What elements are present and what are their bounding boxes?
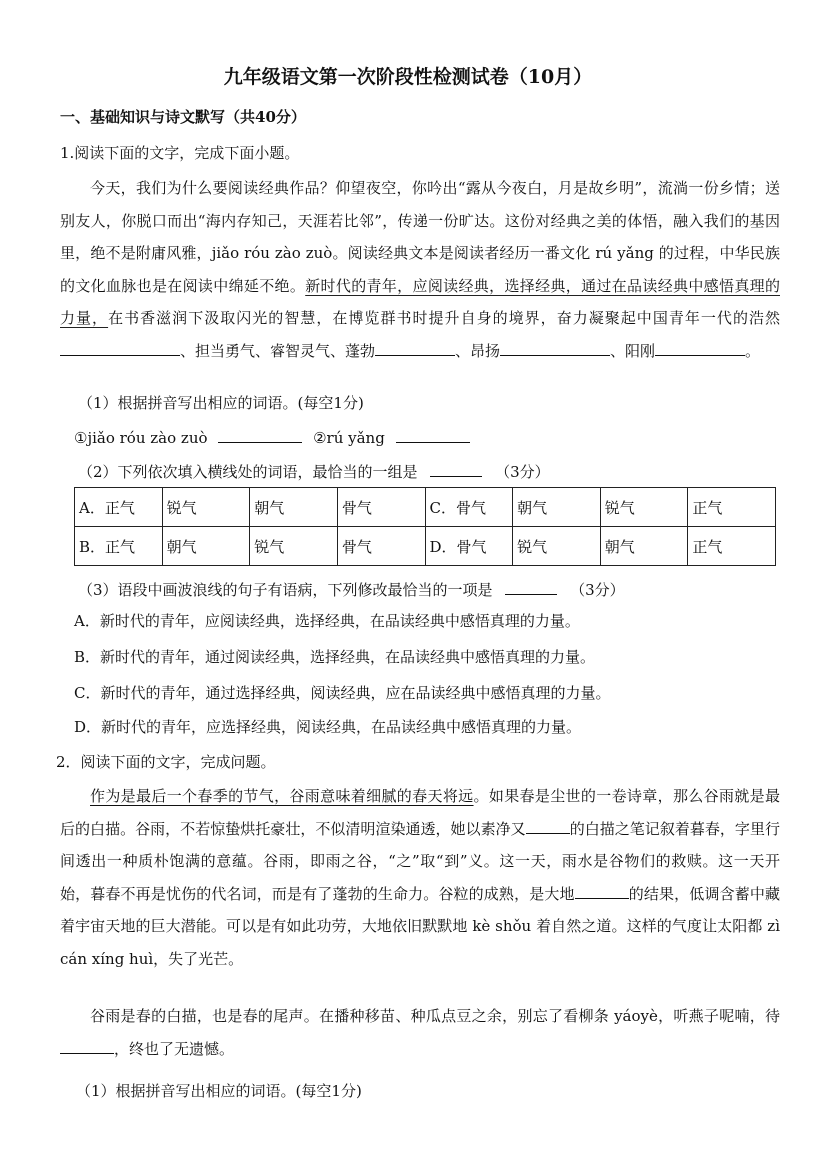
choice-d[interactable]: D．新时代的青年，应选择经典，阅读经典，在品读经典中感悟真理的力量。 — [74, 718, 582, 736]
fill-blank[interactable] — [60, 337, 180, 356]
fill-blank[interactable] — [500, 337, 610, 356]
question-1-stem: 1.阅读下面的文字，完成下面小题。 — [60, 144, 300, 162]
score-label: （3分） — [495, 463, 550, 481]
answer-blank[interactable] — [218, 424, 302, 443]
pinyin-item: ①jiǎo róu zào zuò — [74, 429, 208, 447]
option-cell: 正气 — [688, 527, 776, 566]
fill-blank[interactable] — [60, 1035, 114, 1054]
question-2-passage — [60, 780, 780, 975]
passage-text: 今天，我们为什么要阅读经典作品？仰望夜空，你吟出“露从今夜白，月是故乡明”，流淌一份乡情；送别友人，你脱口而出“海内存知己，天涯若比邻”，传递一份旷达。这份对经典之美的体悟，融入我们的基因里，绝不是附庸风雅，jiǎo róu zào zuò。阅读经典文本是阅读者经历一番文化 rú yǎng 的过程，中华民族的文化血脉也是在阅读中绵延不绝。 — [60, 179, 780, 295]
option-cell: 正气 — [688, 488, 776, 527]
option-cell: 朝气 — [513, 488, 601, 527]
option-cell: 朝气 — [600, 527, 688, 566]
option-cell: A．正气 — [75, 488, 163, 527]
sub-question-1: （1）根据拼音写出相应的词语。(每空1分) — [78, 394, 364, 412]
options-table — [74, 487, 776, 566]
option-cell: 骨气 — [337, 488, 425, 527]
question-2-passage-2 — [60, 1000, 780, 1065]
option-cell: 锐气 — [600, 488, 688, 527]
answer-blank[interactable] — [396, 424, 470, 443]
fill-blank[interactable] — [526, 815, 570, 834]
wavy-underlined-sentence: 新时代的青年，应阅读经典，选择经典，通过在品读经典中感悟真理的力量， — [60, 276, 780, 327]
table-row — [75, 488, 776, 527]
fill-blank[interactable] — [375, 337, 455, 356]
option-cell: 锐气 — [162, 488, 250, 527]
passage-text: 、担当勇气、睿智灵气、蓬勃 — [180, 341, 376, 360]
exam-title: 九年级语文第一次阶段性检测试卷（10月） — [223, 66, 593, 88]
sub-question-3 — [78, 576, 625, 600]
underlined-sentence: 作为是最后一个春季的节气，谷雨意味着细腻的春天将远 — [90, 787, 474, 805]
pinyin-row — [74, 424, 470, 447]
question-2-stem: 2．阅读下面的文字，完成问题。 — [56, 753, 276, 771]
fill-blank[interactable] — [575, 880, 629, 899]
sub-question-text: （3）语段中画波浪线的句子有语病，下列修改最恰当的一项是 — [78, 581, 493, 599]
score-label: （3分） — [570, 581, 625, 599]
passage-text: 。 — [745, 341, 761, 360]
passage-text: 的白描之笔记叙着暮春，字里行间透出一种质朴饱满的意蕴。谷雨，即雨之谷，“之”取“到”义。这一天，雨水是谷物们的救赎。这一天开始，暮春不再是忧伤的代名词，而是有了蓬勃的生命力。谷粒的成熟，是大地 — [60, 819, 780, 903]
fill-blank[interactable] — [655, 337, 745, 356]
question-2-sub-1: （1）根据拼音写出相应的词语。(每空1分) — [76, 1082, 362, 1100]
option-cell: D．骨气 — [425, 527, 513, 566]
option-cell: 朝气 — [162, 527, 250, 566]
choice-b[interactable]: B．新时代的青年，通过阅读经典，选择经典，在品读经典中感悟真理的力量。 — [74, 648, 596, 666]
option-cell: 朝气 — [250, 488, 338, 527]
question-1-passage — [60, 172, 780, 367]
section-heading: 一、基础知识与诗文默写（共40分） — [60, 108, 306, 126]
passage-text: 、昂扬 — [455, 341, 501, 360]
sub-question-2 — [78, 458, 550, 482]
table-row — [75, 527, 776, 566]
passage-text: 、阳刚 — [610, 341, 656, 360]
choice-c[interactable]: C．新时代的青年，通过选择经典，阅读经典，应在品读经典中感悟真理的力量。 — [74, 684, 611, 702]
passage-text: 谷雨是春的白描，也是春的尾声。在播种移苗、种瓜点豆之余，别忘了看柳条 yáoyè，听燕子呢喃，待 — [90, 1007, 780, 1025]
answer-blank[interactable] — [505, 576, 557, 595]
option-cell: 锐气 — [250, 527, 338, 566]
passage-text: 的结果，低调含蓄中藏着宇宙天地的巨大潜能。可以是有如此功劳，大地依旧默默地 kè shǒu 着自然之道。这样的气度让太阳都 zì cán xíng huì，失了光芒。 — [60, 884, 780, 968]
option-cell: 骨气 — [337, 527, 425, 566]
option-cell: 锐气 — [513, 527, 601, 566]
option-cell: C．骨气 — [425, 488, 513, 527]
answer-blank[interactable] — [430, 458, 482, 477]
passage-text: 。如果春是尘世的一卷诗章，那么谷雨就是最后的白描。谷雨，不若惊蛰烘托豪壮，不似清明渲染通透，她以素净又 — [60, 787, 780, 838]
passage-text: ，终也了无遗憾。 — [114, 1039, 235, 1058]
sub-question-text: （2）下列依次填入横线处的词语，最恰当的一组是 — [78, 463, 418, 481]
passage-text: 在书香滋润下汲取闪光的智慧，在博览群书时提升自身的境界，奋力凝聚起中国青年一代的浩然 — [108, 309, 780, 327]
pinyin-item: ②rú yǎng — [313, 429, 385, 447]
option-cell: B．正气 — [75, 527, 163, 566]
choice-a[interactable]: A．新时代的青年，应阅读经典，选择经典，在品读经典中感悟真理的力量。 — [74, 612, 580, 630]
